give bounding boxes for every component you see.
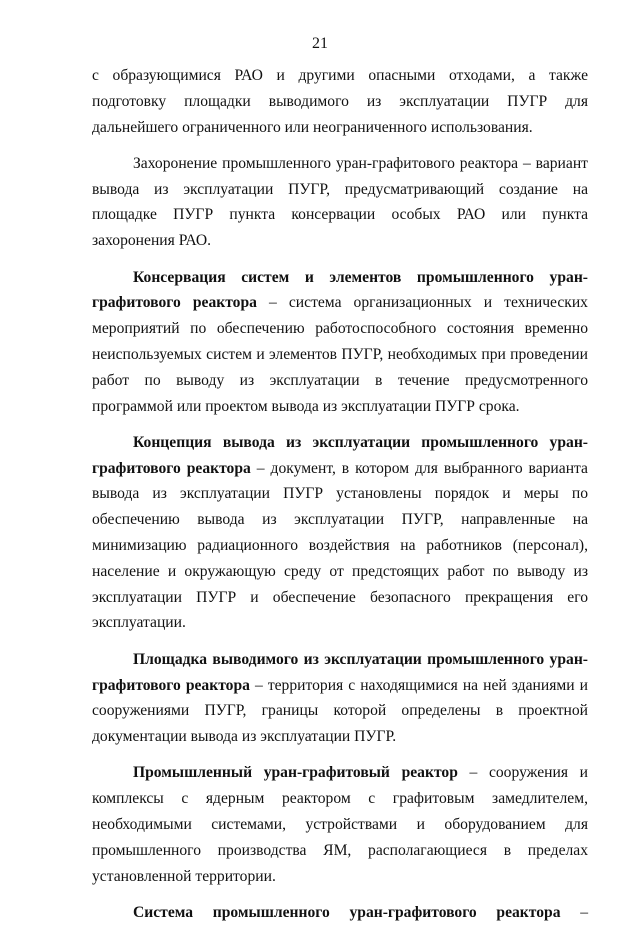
definition-term: Площадка выводимого из эксплуатации промышленного уран-графитового реактора [92, 650, 588, 694]
paragraph-definition-reactor [92, 760, 588, 889]
paragraph-definition-burial [92, 151, 588, 254]
definition-text: – территория с находящимися на ней зданиями и сооружениями ПУГР, границы которой определены в проектной документации вывода из эксплуатации ПУГР. [92, 676, 588, 746]
definition-term: Система промышленного уран-графитового реактора [133, 903, 561, 921]
paragraph-definition-conservation [92, 265, 588, 420]
paragraph-definition-concept [92, 430, 588, 636]
page-number: 21 [312, 35, 328, 52]
definition-text: – [560, 903, 588, 921]
definition-term: Консервация систем и элементов промышленного уран-графитового реактора [92, 268, 588, 312]
document-body [92, 63, 588, 936]
paragraph-continuation [92, 63, 588, 140]
definition-text: – документ, в котором для выбранного варианта вывода из эксплуатации ПУГР установлены порядок и меры по обеспечению вывода из эксплуатации ПУГР, направленные на минимизацию радиационного воздействия на работников (персонал), население и окружающую среду от предстоящих работ по выводу из эксплуатации ПУГР и обеспечение безопасного прекращения его эксплуатации. [92, 459, 588, 632]
definition-term: Промышленный уран-графитовый реактор [133, 764, 458, 782]
definition-text: – сооружения и комплексы с ядерным реактором с графитовым замедлителем, необходимыми системами, устройствами и оборудованием для промышленного производства ЯМ, располагающиеся в пределах установленной территории. [92, 764, 589, 885]
definition-term: Концепция вывода из эксплуатации промышленного уран-графитового реактора [92, 433, 588, 477]
paragraph-text: с образующимися РАО и другими опасными отходами, а также подготовку площадки выводимого из эксплуатации ПУГР для дальнейшего ограниченного или неограниченного использования. [92, 67, 588, 136]
paragraph-definition-site [92, 647, 588, 750]
definition-text: – система организационных и технических мероприятий по обеспечению работоспособного состояния временно неиспользуемых систем и элементов ПУГР, необходимых при проведении работ по выводу из эксплуатации в течение предусмотренного программой или проектом вывода из эксплуатации ПУГР срока. [92, 294, 588, 415]
paragraph-definition-system [92, 900, 588, 926]
paragraph-text: Захоронение промышленного уран-графитового реактора – вариант вывода из эксплуатации ПУГР, предусматривающий создание на площадке ПУГР пункта консервации особых РАО или пункта захоронения РАО. [92, 154, 588, 250]
